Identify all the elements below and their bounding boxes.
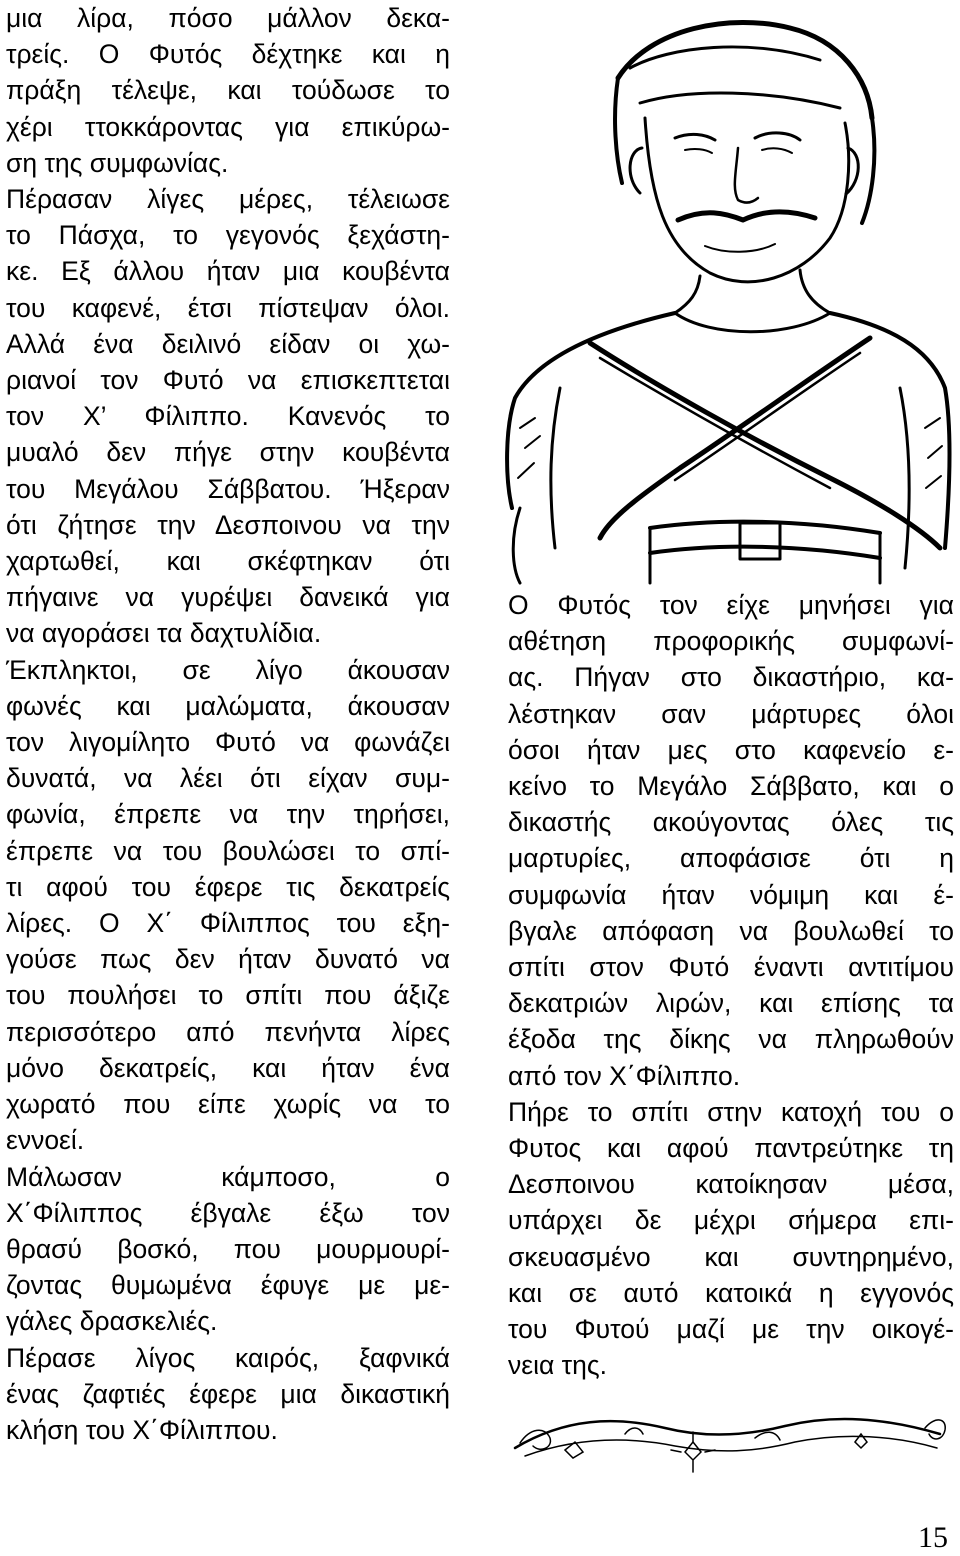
text-line: ένας ζαφτιές έφερε μια δικαστική xyxy=(6,1378,450,1409)
text-line: δικαστής ακούγοντας όλες τις xyxy=(508,807,954,838)
text-line: μόνο δεκατρείς, και ήταν ένα xyxy=(6,1052,450,1083)
text-line: Πέρασε λίγος καιρός, ξαφνικά xyxy=(6,1342,450,1373)
text-line: ριανοί τον Φυτό να επισκεπτεται xyxy=(6,365,450,396)
text-line: Αλλά ένα δειλινό είδαν οι χω- xyxy=(6,328,450,359)
text-line: σκευασμένο και συντηρημένο, xyxy=(508,1241,954,1272)
text-line: Πέρασαν λίγες μέρες, τέλειωσε xyxy=(6,184,450,215)
text-line: τι αφού του έφερε τις δεκατρείς xyxy=(6,871,450,902)
text-line: πήγαινε να γυρέψει δανεικά για xyxy=(6,582,450,613)
text-line: το Πάσχα, το γεγονός ξεχάστη- xyxy=(6,220,450,251)
page-number: 15 xyxy=(918,1521,948,1554)
text-line: πράξη τέλεψε, και τούδωσε το xyxy=(6,75,450,106)
text-line: ση της συμφωνίας. xyxy=(6,147,229,178)
text-line: Έκπληκτοι, σε λίγο άκουσαν xyxy=(6,654,450,685)
text-line: περισσότερο από πενήντα λίρες xyxy=(6,1016,450,1047)
text-line: χαρτωθεί, και σκέφτηκαν ότι xyxy=(6,546,450,577)
text-line: νεια της. xyxy=(508,1350,607,1381)
text-line: μυαλό δεν πήγε στην κουβέντα xyxy=(6,437,450,468)
text-line: συμφωνία ήταν νόμιμη και έ- xyxy=(508,879,954,910)
text-line: υπάρχει δε μέχρι σήμερα επι- xyxy=(508,1205,954,1236)
text-line: μια λίρα, πόσο μάλλον δεκα- xyxy=(6,3,450,33)
text-line: Χ΄Φίλιππος έβγαλε έξω τον xyxy=(6,1197,450,1228)
text-line: Φυτος και αφού παντρεύτηκε τη xyxy=(508,1133,954,1164)
text-line: τον Χ’ Φίλιππο. Κανενός το xyxy=(6,401,450,432)
text-line: αθέτηση προφορικής συμφωνί- xyxy=(508,626,954,657)
text-line: του πουλήσει το σπίτι που άξιζε xyxy=(6,980,450,1011)
text-line: εννοεί. xyxy=(6,1125,85,1156)
text-line: ας. Πήγαν στο δικαστήριο, κα- xyxy=(508,662,954,693)
left-text-column xyxy=(6,0,450,1448)
text-line: από τον Χ΄Φίλιππο. xyxy=(508,1060,741,1091)
text-line: χωρατό που είπε χωρίς να το xyxy=(6,1089,450,1120)
text-line: να αγοράσει τα δαχτυλίδια. xyxy=(6,618,322,649)
text-line: τρείς. Ο Φυτός δέχτηκε και η xyxy=(6,39,450,70)
text-line: λέστηκαν σαν μάρτυρες όλοι xyxy=(508,698,954,729)
portrait-illustration xyxy=(500,8,955,590)
text-line: κείνο το Μεγάλο Σάββατο, και ο xyxy=(508,771,954,802)
text-line: όσοι ήταν μες στο καφενείο ε- xyxy=(508,734,954,765)
text-line: κε. Εξ άλλου ήταν μια κουβέντα xyxy=(6,256,450,287)
text-line: βγαλε απόφαση να βουλωθεί το xyxy=(508,915,954,946)
text-line: τον λιγομίλητο Φυτό να φωνάζει xyxy=(6,727,450,758)
text-line: και σε αυτό κατοικά η εγγονός xyxy=(508,1277,954,1308)
text-line: του Μεγάλου Σάββατου. Ήξεραν xyxy=(6,473,450,504)
text-line: κλήση του Χ΄Φίλιππου. xyxy=(6,1414,278,1445)
text-line: χέρι ττοκκάροντας για επικύρω- xyxy=(6,111,450,142)
text-line: γάλες δρασκελιές. xyxy=(6,1306,218,1337)
text-line: έπρεπε να του βουλώσει το σπί- xyxy=(6,835,450,866)
text-line: λίρες. Ο Χ΄ Φίλιππος του εξη- xyxy=(6,908,450,939)
text-line: του Φυτού μαζί με την οικογέ- xyxy=(508,1314,954,1345)
text-line: δεκατριών λιρών, και επίσης τα xyxy=(508,988,954,1019)
text-line: έξοδα της δίκης να πληρωθούν xyxy=(508,1024,954,1055)
text-line: Ο Φυτός τον είχε μηνήσει για xyxy=(508,590,954,620)
text-line: Μάλωσαν κάμποσο, ο xyxy=(6,1161,450,1192)
text-line: γούσε πως δεν ήταν δυνατό να xyxy=(6,944,450,975)
text-line: Πήρε το σπίτι στην κατοχή του ο xyxy=(508,1096,954,1127)
text-line: μαρτυρίες, αποφάσισε ότι η xyxy=(508,843,954,874)
text-line: του καφενέ, έτσι πίστεψαν όλοι. xyxy=(6,292,450,323)
text-line: θρασύ βοσκό, που μουρμουρί- xyxy=(6,1233,450,1264)
text-line: Δεσποινου κατοίκησαν μέσα, xyxy=(508,1169,954,1200)
text-line: ότι ζήτησε την Δεσποινου να την xyxy=(6,509,450,540)
text-line: δυνατά, να λέει ότι είχαν συμ- xyxy=(6,763,450,794)
floral-divider-ornament xyxy=(505,1398,950,1480)
text-line: ζοντας θυμωμένα έφυγε με με- xyxy=(6,1270,450,1301)
text-line: σπίτι στον Φυτό έναντι αντιτίμου xyxy=(508,952,954,983)
right-text-column xyxy=(508,587,954,1383)
text-line: φωνία, έπρεπε να την τηρήσει, xyxy=(6,799,450,830)
text-line: φωνές και μαλώματα, άκουσαν xyxy=(6,690,450,721)
